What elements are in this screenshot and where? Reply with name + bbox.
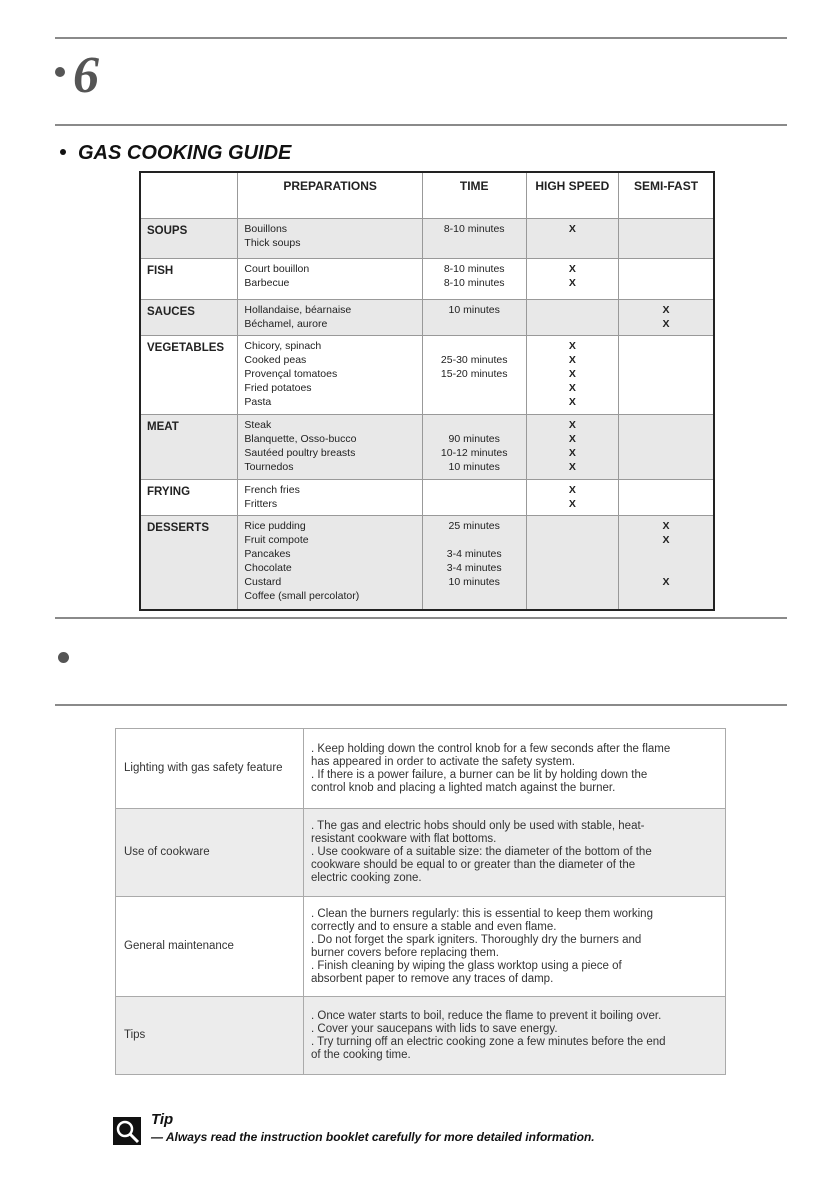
cell-line: Blanquette, Osso-bucco [244, 433, 357, 445]
chapter-number-text: 6 [73, 47, 99, 104]
cell-line: Provençal tomatoes [244, 368, 338, 380]
semi-fast-cell [619, 336, 714, 415]
advice-text [304, 897, 726, 997]
table-row [140, 300, 714, 336]
preparations-cell [238, 300, 422, 336]
cell-line: French fries [244, 484, 300, 496]
cell-line: Court bouillon [244, 263, 310, 275]
cell-line: Fritters [244, 498, 278, 510]
cell-line: X [568, 382, 576, 394]
cell-line: 8-10 minutes [443, 223, 505, 235]
category-cell: SOUPS [140, 219, 238, 259]
semi-fast-cell [619, 516, 714, 610]
chapter-rule [55, 124, 787, 126]
cell-line: 25-30 minutes [440, 354, 508, 366]
advice-line: . Try turning off an electric cooking zone a few minutes before the end [311, 1035, 666, 1048]
cell-line: Bouillons [244, 223, 288, 235]
table-row [140, 480, 714, 516]
advice-label: Use of cookware [116, 809, 304, 897]
magnifier-icon [113, 1117, 141, 1145]
cell-line: Hollandaise, béarnaise [244, 304, 352, 316]
high-speed-cell [526, 259, 619, 300]
cell-line: X [568, 419, 576, 431]
cell-line: X [568, 396, 576, 408]
time-cell [422, 219, 526, 259]
advice-row [116, 809, 726, 897]
bullet-icon [55, 67, 65, 77]
table-row [140, 259, 714, 300]
cell-line: Pancakes [244, 548, 291, 560]
cell-line: Fruit compote [244, 534, 309, 546]
advice-text [304, 809, 726, 897]
cell-line: Béchamel, aurore [244, 318, 328, 330]
category-cell: SAUCES [140, 300, 238, 336]
cell-line: 8-10 minutes [443, 263, 505, 275]
advice-line: . Keep holding down the control knob for a few seconds after the flame [311, 742, 671, 755]
cell-line: 10 minutes [448, 576, 500, 588]
cell-line: X [662, 534, 670, 546]
advice-row [116, 729, 726, 809]
cell-line [429, 418, 520, 432]
table-row [140, 219, 714, 259]
advice-line: burner covers before replacing them. [311, 946, 499, 959]
advice-text [304, 729, 726, 809]
high-speed-cell [526, 300, 619, 336]
cell-line: Coffee (small percolator) [244, 590, 360, 602]
semi-fast-cell [619, 219, 714, 259]
cell-line: X [568, 340, 576, 352]
advice-line: . Finish cleaning by wiping the glass worktop using a piece of [311, 959, 622, 972]
cell-line: X [662, 318, 670, 330]
time-cell [422, 480, 526, 516]
semi-fast-cell [619, 415, 714, 480]
header-time: TIME [422, 172, 526, 219]
cell-line: Pasta [244, 396, 272, 408]
cell-line [625, 561, 707, 575]
cell-line: X [568, 223, 576, 235]
section-rule-2 [55, 704, 787, 706]
cell-line: 25 minutes [448, 520, 500, 532]
preparations-cell [238, 480, 422, 516]
tip-text: — Always read the instruction booklet carefully for more detailed information. [151, 1130, 595, 1144]
time-cell [422, 336, 526, 415]
cell-line: 3-4 minutes [446, 548, 502, 560]
advice-line: cookware should be equal to or greater than the diameter of the [311, 859, 636, 871]
cell-line: X [568, 498, 576, 510]
header-high-speed: HIGH SPEED [526, 172, 619, 219]
advice-line: . The gas and electric hobs should only be used with stable, heat- [311, 820, 645, 832]
advice-label: Lighting with gas safety feature [116, 729, 304, 809]
tip-title: Tip [151, 1111, 174, 1128]
cell-line [429, 533, 520, 547]
cell-line: Thick soups [244, 237, 301, 249]
cell-line: Sautéed poultry breasts [244, 447, 356, 459]
time-cell [422, 259, 526, 300]
cell-line: X [662, 576, 670, 588]
cell-line: Fried potatoes [244, 382, 312, 394]
advice-row [116, 897, 726, 997]
cell-line: Tournedos [244, 461, 294, 473]
category-cell: MEAT [140, 415, 238, 480]
advice-label: Tips [116, 997, 304, 1075]
cell-line: X [662, 304, 670, 316]
cell-line: 8-10 minutes [443, 277, 505, 289]
preparations-cell [238, 516, 422, 610]
cell-line: X [568, 433, 576, 445]
advice-line: has appeared in order to activate the safety system. [311, 755, 576, 768]
category-cell: DESSERTS [140, 516, 238, 610]
bullet-icon [58, 652, 69, 663]
advice-text [304, 997, 726, 1075]
semi-fast-cell [619, 259, 714, 300]
header-semi-fast: SEMI-FAST [619, 172, 714, 219]
advice-table [115, 728, 726, 1075]
table-header-row [140, 172, 714, 219]
gas-cooking-table [139, 171, 715, 611]
preparations-cell [238, 259, 422, 300]
cell-line: Steak [244, 419, 272, 431]
section-title: GAS COOKING GUIDE [60, 142, 291, 165]
preparations-cell [238, 219, 422, 259]
cell-line: Chicory, spinach [244, 340, 322, 352]
cell-line: Custard [244, 576, 282, 588]
high-speed-cell [526, 480, 619, 516]
cell-line: 10-12 minutes [440, 447, 508, 459]
advice-line: of the cooking time. [311, 1048, 411, 1061]
table-row [140, 415, 714, 480]
cell-line: X [568, 447, 576, 459]
high-speed-cell [526, 336, 619, 415]
advice-line: resistant cookware with flat bottoms. [311, 833, 497, 845]
advice-line: control knob and placing a lighted match against the burner. [311, 781, 616, 794]
cell-line: X [568, 354, 576, 366]
cell-line: X [568, 368, 576, 380]
cell-line: Cooked peas [244, 354, 307, 366]
header-preparations: PREPARATIONS [238, 172, 422, 219]
category-cell: FRYING [140, 480, 238, 516]
cell-line: 90 minutes [448, 433, 500, 445]
category-cell: VEGETABLES [140, 336, 238, 415]
table-row [140, 516, 714, 610]
cell-line: X [568, 277, 576, 289]
high-speed-cell [526, 415, 619, 480]
cell-line: 15-20 minutes [440, 368, 508, 380]
advice-line: . Cover your saucepans with lids to save energy. [311, 1022, 558, 1035]
cell-line [429, 339, 520, 353]
time-cell [422, 300, 526, 336]
advice-line: . Once water starts to boil, reduce the flame to prevent it boiling over. [311, 1009, 662, 1022]
advice-label: General maintenance [116, 897, 304, 997]
advice-line: correctly and to ensure a stable and even flame. [311, 920, 557, 933]
bullet-icon [60, 149, 66, 155]
cell-line: X [662, 520, 670, 532]
cell-line: 10 minutes [448, 304, 500, 316]
cell-line: Barbecue [244, 277, 290, 289]
advice-line: electric cooking zone. [311, 872, 422, 884]
preparations-cell [238, 415, 422, 480]
category-cell: FISH [140, 259, 238, 300]
table-row [140, 336, 714, 415]
top-rule [55, 37, 787, 39]
header-blank [140, 172, 238, 219]
high-speed-cell [526, 219, 619, 259]
advice-line: . Use cookware of a suitable size: the diameter of the bottom of the [311, 846, 652, 858]
time-cell [422, 415, 526, 480]
advice-line: . If there is a power failure, a burner can be lit by holding down the [311, 768, 648, 781]
cell-line: 10 minutes [448, 461, 500, 473]
cell-line [625, 547, 707, 561]
cell-line: X [568, 263, 576, 275]
cell-line: X [568, 484, 576, 496]
cell-line: Rice pudding [244, 520, 306, 532]
semi-fast-cell [619, 300, 714, 336]
semi-fast-cell [619, 480, 714, 516]
chapter-number [55, 47, 99, 104]
high-speed-cell [526, 516, 619, 610]
cell-line: Chocolate [244, 562, 292, 574]
cell-line: X [568, 461, 576, 473]
section-rule [55, 617, 787, 619]
advice-line: . Do not forget the spark igniters. Thoroughly dry the burners and [311, 933, 642, 946]
cell-line: 3-4 minutes [446, 562, 502, 574]
time-cell [422, 516, 526, 610]
advice-line: absorbent paper to remove any traces of damp. [311, 972, 554, 985]
advice-line: . Clean the burners regularly: this is essential to keep them working [311, 907, 653, 920]
preparations-cell [238, 336, 422, 415]
advice-row [116, 997, 726, 1075]
